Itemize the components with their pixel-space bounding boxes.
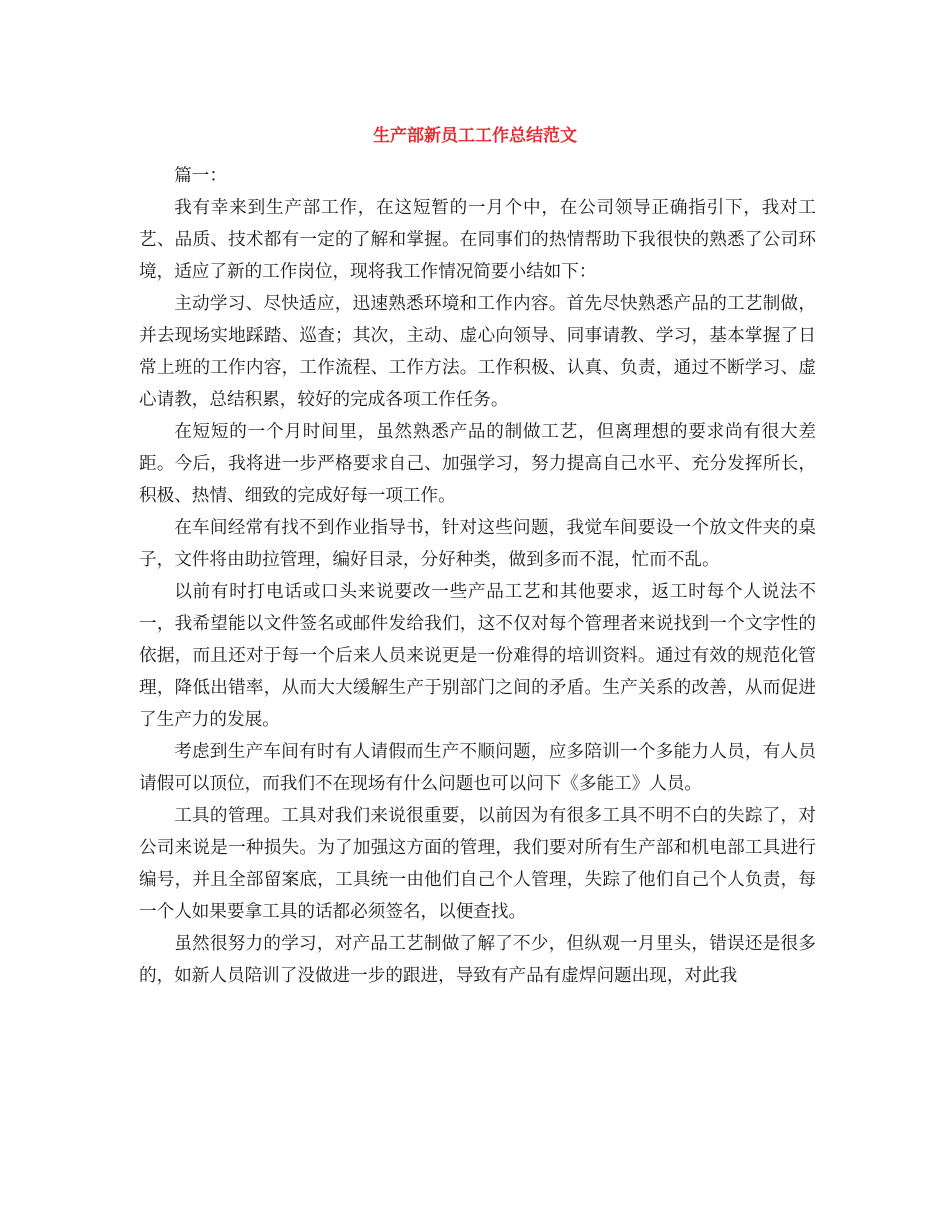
section-heading: 篇一： — [174, 166, 227, 186]
paragraph-8: 虽然很努力的学习，对产品工艺制做了解了不少，但纵观一月里头，错误还是很多的，如新人员陪训了没做进一步的跟进，导致有产品有虚焊问题出现，对此我 — [139, 934, 816, 986]
paragraph-1: 我有幸来到生产部工作，在这短暂的一月个中，在公司领导正确指引下，我对工艺、品质、技术都有一定的了解和掌握。在同事们的热情帮助下我很快的熟悉了公司环境，适应了新的工作岗位，现将我工作情况简要小结如下： — [139, 198, 816, 282]
paragraph-4: 在车间经常有找不到作业指导书，针对这些问题，我觉车间要设一个放文件夹的桌子，文件将由助拉管理，编好目录，分好种类，做到多而不混，忙而不乱。 — [139, 518, 816, 570]
paragraph-6: 考虑到生产车间有时有人请假而生产不顺问题，应多陪训一个多能力人员，有人员请假可以顶位，而我们不在现场有什么问题也可以问下《多能工》人员。 — [139, 742, 816, 794]
paragraph-7: 工具的管理。工具对我们来说很重要，以前因为有很多工具不明不白的失踪了，对公司来说是一种损失。为了加强这方面的管理，我们要对所有生产部和机电部工具进行编号，并且全部留案底，工具统一由他们自己个人管理，失踪了他们自己个人负责，每一个人如果要拿工具的话都必须签名，以便查找。 — [139, 806, 816, 922]
paragraph-3: 在短短的一个月时间里，虽然熟悉产品的制做工艺，但离理想的要求尚有很大差距。今后，我将进一步严格要求自己、加强学习，努力提高自己水平、充分发挥所长，积极、热情、细致的完成好每一项工作。 — [139, 422, 816, 506]
paragraph-5: 以前有时打电话或口头来说要改一些产品工艺和其他要求，返工时每个人说法不一，我希望能以文件签名或邮件发给我们，这不仅对每个管理者来说找到一个文字性的依据，而且还对于每一个后来人员来说更是一份难得的培训资料。通过有效的规范化管理，降低出错率，从而大大缓解生产于别部门之间的矛盾。生产关系的改善，从而促进了生产力的发展。 — [139, 582, 816, 730]
document-body — [139, 160, 816, 992]
document-title: 生产部新员工工作总结范文 — [373, 126, 577, 146]
paragraph-2: 主动学习、尽快适应，迅速熟悉环境和工作内容。首先尽快熟悉产品的工艺制做，并去现场实地踩踏、巡查；其次，主动、虚心向领导、同事请教、学习，基本掌握了日常上班的工作内容，工作流程、工作方法。工作积极、认真、负责，通过不断学习、虚心请教，总结积累，较好的完成各项工作任务。 — [139, 294, 816, 410]
